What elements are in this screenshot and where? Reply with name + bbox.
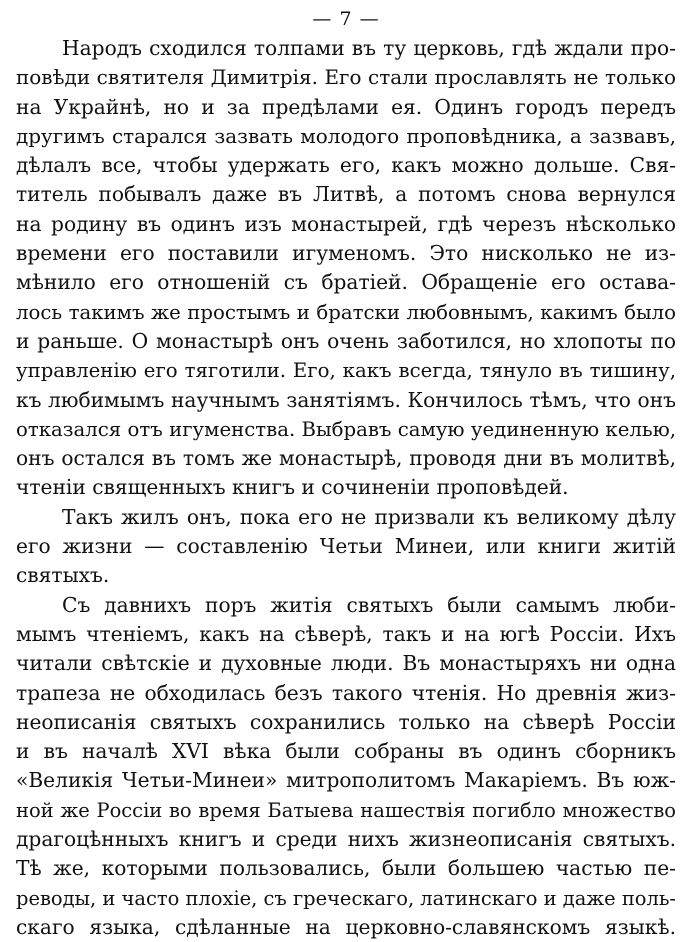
paragraph-2 bbox=[16, 503, 676, 591]
text-line: Тѣ же, которыми пользовались, были большею частью пе- bbox=[16, 856, 676, 881]
text-line: на родину въ одинъ изъ монастырей, гдѣ черезъ нѣсколько bbox=[16, 211, 676, 236]
paragraph-1 bbox=[16, 34, 676, 503]
text-line: скаго языка, сдѣланные на церковно-славянскомъ языкѣ. bbox=[16, 914, 676, 939]
paragraph-3 bbox=[16, 591, 676, 942]
text-line: лось такимъ же простымъ и братски любовнымъ, какимъ было bbox=[16, 300, 676, 324]
text-line: драгоцѣнныхъ книгъ и среди нихъ жизнеописанія святыхъ. bbox=[16, 827, 676, 852]
text-line: «Великія Четьи-Минеи» митрополитомъ Макаріемъ. Въ юж- bbox=[16, 768, 676, 793]
page-number: — 7 — bbox=[312, 8, 380, 30]
text-line: чтеніи священныхъ книгъ и сочиненіи проповѣдей. bbox=[16, 475, 569, 500]
text-line: къ любимымъ научнымъ занятіямъ. Кончилось тѣмъ, что онъ bbox=[16, 387, 676, 412]
text-line: реводы, и часто плохіе, съ греческаго, латинскаго и даже поль- bbox=[16, 886, 677, 910]
text-line: Народъ сходился толпами въ ту церковь, гдѣ ждали про- bbox=[62, 36, 676, 60]
text-line: времени его поставили игуменомъ. Это нисколько не из- bbox=[16, 241, 676, 266]
text-line: трапеза не обходилась безъ такого чтенія. Но древнія жиз- bbox=[16, 680, 676, 705]
text-line: мѣнило его отношеній съ братіей. Обращеніе его остава- bbox=[16, 270, 676, 295]
text-line: ной же Россіи во время Батыева нашествія погибло множество bbox=[16, 798, 676, 822]
text-line: дѣлалъ все, чтобы удержать его, какъ можно дольше. Свя- bbox=[16, 153, 676, 178]
text-line: мымъ чтеніемъ, какъ на сѣверѣ, такъ и на югѣ Россіи. Ихъ bbox=[16, 621, 676, 646]
text-line: другимъ старался зазвать молодого проповѣдника, а зазвавъ, bbox=[16, 123, 676, 148]
text-line: отказался отъ игуменства. Выбравъ самую уединенную келью, bbox=[16, 417, 676, 441]
text-line: Съ давнихъ поръ житія святыхъ были самымъ люби- bbox=[62, 592, 676, 617]
text-line: онъ остался въ томъ же монастырѣ, проводя дни въ молитвѣ, bbox=[16, 446, 676, 471]
text-line: его жизни — составленію Четьи Минеи, или книги житій bbox=[16, 534, 676, 559]
text-line: Такъ жилъ онъ, пока его не призвали къ великому дѣлу bbox=[62, 504, 676, 529]
text-line: на Украйнѣ, но и за предѣлами ея. Одинъ городъ передъ bbox=[16, 94, 676, 119]
text-line: святыхъ. bbox=[16, 563, 110, 588]
text-line: управленію его тяготили. Его, какъ всегда, тянуло въ тишину, bbox=[16, 359, 676, 383]
text-line: и въ началѣ XVI вѣка были собраны въ одинъ сборникъ bbox=[16, 739, 676, 764]
text-line: повѣди святителя Димитрія. Его стали прославлять не только bbox=[16, 65, 676, 90]
text-line: неописанія святыхъ сохранились только на сѣверѣ Россіи bbox=[16, 709, 676, 734]
text-line: титель побывалъ даже въ Литвѣ, а потомъ снова вернулся bbox=[16, 182, 676, 207]
text-line: и раньше. О монастырѣ онъ очень заботился, но хлопоты по bbox=[16, 328, 676, 353]
text-line: читали свѣтскіе и духовные люди. Въ монастыряхъ ни одна bbox=[16, 651, 676, 676]
